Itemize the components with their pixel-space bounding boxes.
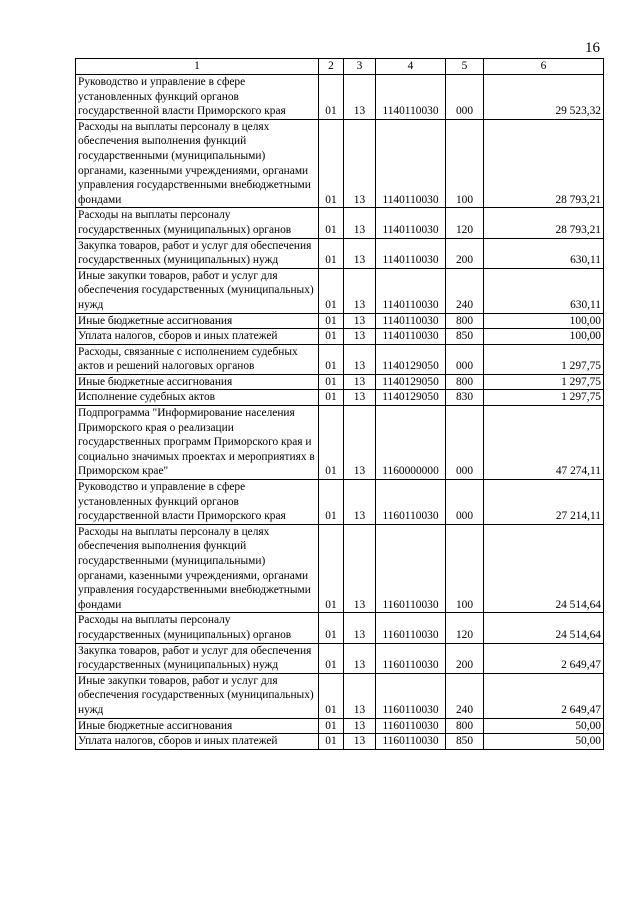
row-name-cell: Закупка товаров, работ и услуг для обеспечения государственных (муниципальных) нужд: [76, 643, 319, 673]
row-target-item-cell: 1140110030: [376, 268, 446, 313]
row-amount-cell: 630,11: [484, 238, 604, 268]
row-section-cell: 01: [319, 344, 344, 374]
row-target-item-cell: 1140110030: [376, 119, 446, 208]
row-target-item-cell: 1140129050: [376, 344, 446, 374]
row-amount-cell: 24 514,64: [484, 613, 604, 643]
row-name-cell: Подпрограмма "Информирование населения Приморского края о реализации государственных программ Приморского края и социально значимых проектах и мероприятиях в Приморском крае": [76, 406, 319, 480]
row-amount-cell: 28 793,21: [484, 208, 604, 238]
row-target-item-cell: 1140129050: [376, 374, 446, 390]
row-section-cell: 01: [319, 718, 344, 734]
row-subsection-cell: 13: [344, 208, 376, 238]
row-subsection-cell: 13: [344, 673, 376, 718]
row-expense-type-cell: 000: [446, 75, 484, 120]
table-row: [76, 208, 604, 238]
table-row: [76, 718, 604, 734]
row-section-cell: 01: [319, 119, 344, 208]
row-subsection-cell: 13: [344, 524, 376, 613]
header-col-3: 3: [344, 59, 376, 75]
table-row: [76, 734, 604, 750]
row-subsection-cell: 13: [344, 313, 376, 329]
table-row: [76, 524, 604, 613]
row-amount-cell: 1 297,75: [484, 390, 604, 406]
table-row: [76, 643, 604, 673]
row-name-cell: Закупка товаров, работ и услуг для обеспечения государственных (муниципальных) нужд: [76, 238, 319, 268]
row-subsection-cell: 13: [344, 643, 376, 673]
row-expense-type-cell: 120: [446, 208, 484, 238]
row-expense-type-cell: 800: [446, 718, 484, 734]
table-row: [76, 329, 604, 345]
table-row: [76, 673, 604, 718]
row-expense-type-cell: 000: [446, 344, 484, 374]
row-expense-type-cell: 000: [446, 406, 484, 480]
table-row: [76, 238, 604, 268]
row-subsection-cell: 13: [344, 119, 376, 208]
row-subsection-cell: 13: [344, 480, 376, 525]
row-name-cell: Уплата налогов, сборов и иных платежей: [76, 329, 319, 345]
header-col-4: 4: [376, 59, 446, 75]
budget-table: [75, 58, 604, 750]
row-subsection-cell: 13: [344, 75, 376, 120]
row-section-cell: 01: [319, 329, 344, 345]
row-expense-type-cell: 800: [446, 374, 484, 390]
row-target-item-cell: 1160110030: [376, 734, 446, 750]
row-subsection-cell: 13: [344, 390, 376, 406]
row-subsection-cell: 13: [344, 734, 376, 750]
row-subsection-cell: 13: [344, 718, 376, 734]
row-name-cell: Расходы на выплаты персоналу в целях обеспечения выполнения функций государственными (муниципальными) органами, казенными учреждениями, органами управления государственными внебюджетными фондами: [76, 524, 319, 613]
row-target-item-cell: 1160110030: [376, 613, 446, 643]
row-subsection-cell: 13: [344, 406, 376, 480]
row-name-cell: Расходы, связанные с исполнением судебных актов и решений налоговых органов: [76, 344, 319, 374]
row-amount-cell: 100,00: [484, 313, 604, 329]
row-name-cell: Иные бюджетные ассигнования: [76, 374, 319, 390]
row-subsection-cell: 13: [344, 329, 376, 345]
row-target-item-cell: 1160110030: [376, 480, 446, 525]
table-row: [76, 406, 604, 480]
row-target-item-cell: 1140110030: [376, 313, 446, 329]
row-expense-type-cell: 200: [446, 643, 484, 673]
header-col-5: 5: [446, 59, 484, 75]
row-expense-type-cell: 120: [446, 613, 484, 643]
row-section-cell: 01: [319, 390, 344, 406]
row-amount-cell: 47 274,11: [484, 406, 604, 480]
row-target-item-cell: 1160110030: [376, 673, 446, 718]
row-target-item-cell: 1160110030: [376, 718, 446, 734]
table-header-row: [76, 59, 604, 75]
row-section-cell: 01: [319, 208, 344, 238]
row-name-cell: Расходы на выплаты персоналу государственных (муниципальных) органов: [76, 208, 319, 238]
row-name-cell: Иные бюджетные ассигнования: [76, 718, 319, 734]
row-expense-type-cell: 850: [446, 734, 484, 750]
row-name-cell: Руководство и управление в сфере установленных функций органов государственной власти Приморского края: [76, 75, 319, 120]
row-expense-type-cell: 200: [446, 238, 484, 268]
row-name-cell: Иные закупки товаров, работ и услуг для обеспечения государственных (муниципальных) нужд: [76, 673, 319, 718]
page-number: 16: [585, 40, 600, 56]
row-target-item-cell: 1140110030: [376, 329, 446, 345]
row-section-cell: 01: [319, 673, 344, 718]
row-name-cell: Руководство и управление в сфере установленных функций органов государственной власти Приморского края: [76, 480, 319, 525]
row-amount-cell: 1 297,75: [484, 344, 604, 374]
row-section-cell: 01: [319, 480, 344, 525]
row-amount-cell: 28 793,21: [484, 119, 604, 208]
row-target-item-cell: 1140110030: [376, 75, 446, 120]
row-amount-cell: 24 514,64: [484, 524, 604, 613]
row-section-cell: 01: [319, 313, 344, 329]
table-row: [76, 344, 604, 374]
table-row: [76, 480, 604, 525]
table-row: [76, 75, 604, 120]
row-section-cell: 01: [319, 374, 344, 390]
row-amount-cell: 100,00: [484, 329, 604, 345]
row-name-cell: Иные закупки товаров, работ и услуг для обеспечения государственных (муниципальных) нужд: [76, 268, 319, 313]
table-row: [76, 613, 604, 643]
row-name-cell: Исполнение судебных актов: [76, 390, 319, 406]
row-section-cell: 01: [319, 613, 344, 643]
row-target-item-cell: 1140129050: [376, 390, 446, 406]
row-name-cell: Уплата налогов, сборов и иных платежей: [76, 734, 319, 750]
row-section-cell: 01: [319, 406, 344, 480]
row-target-item-cell: 1140110030: [376, 238, 446, 268]
table-row: [76, 313, 604, 329]
header-col-6: 6: [484, 59, 604, 75]
row-expense-type-cell: 100: [446, 524, 484, 613]
header-col-2: 2: [319, 59, 344, 75]
row-subsection-cell: 13: [344, 344, 376, 374]
row-subsection-cell: 13: [344, 374, 376, 390]
row-target-item-cell: 1140110030: [376, 208, 446, 238]
row-expense-type-cell: 850: [446, 329, 484, 345]
table-row: [76, 268, 604, 313]
row-expense-type-cell: 800: [446, 313, 484, 329]
table-row: [76, 374, 604, 390]
row-subsection-cell: 13: [344, 268, 376, 313]
row-section-cell: 01: [319, 75, 344, 120]
row-expense-type-cell: 830: [446, 390, 484, 406]
row-amount-cell: 50,00: [484, 718, 604, 734]
row-target-item-cell: 1160000000: [376, 406, 446, 480]
header-col-1: 1: [76, 59, 319, 75]
row-target-item-cell: 1160110030: [376, 524, 446, 613]
row-section-cell: 01: [319, 268, 344, 313]
row-subsection-cell: 13: [344, 238, 376, 268]
budget-table-body: [76, 59, 604, 750]
row-expense-type-cell: 240: [446, 673, 484, 718]
row-target-item-cell: 1160110030: [376, 643, 446, 673]
row-amount-cell: 2 649,47: [484, 643, 604, 673]
row-amount-cell: 29 523,32: [484, 75, 604, 120]
row-expense-type-cell: 240: [446, 268, 484, 313]
row-amount-cell: 27 214,11: [484, 480, 604, 525]
row-section-cell: 01: [319, 238, 344, 268]
table-row: [76, 390, 604, 406]
row-name-cell: Расходы на выплаты персоналу в целях обеспечения выполнения функций государственными (муниципальными) органами, казенными учреждениями, органами управления государственными внебюджетными фондами: [76, 119, 319, 208]
row-section-cell: 01: [319, 524, 344, 613]
row-amount-cell: 50,00: [484, 734, 604, 750]
row-amount-cell: 2 649,47: [484, 673, 604, 718]
row-amount-cell: 630,11: [484, 268, 604, 313]
table-row: [76, 119, 604, 208]
row-name-cell: Расходы на выплаты персоналу государственных (муниципальных) органов: [76, 613, 319, 643]
row-section-cell: 01: [319, 643, 344, 673]
row-expense-type-cell: 000: [446, 480, 484, 525]
row-section-cell: 01: [319, 734, 344, 750]
row-expense-type-cell: 100: [446, 119, 484, 208]
row-subsection-cell: 13: [344, 613, 376, 643]
row-name-cell: Иные бюджетные ассигнования: [76, 313, 319, 329]
row-amount-cell: 1 297,75: [484, 374, 604, 390]
